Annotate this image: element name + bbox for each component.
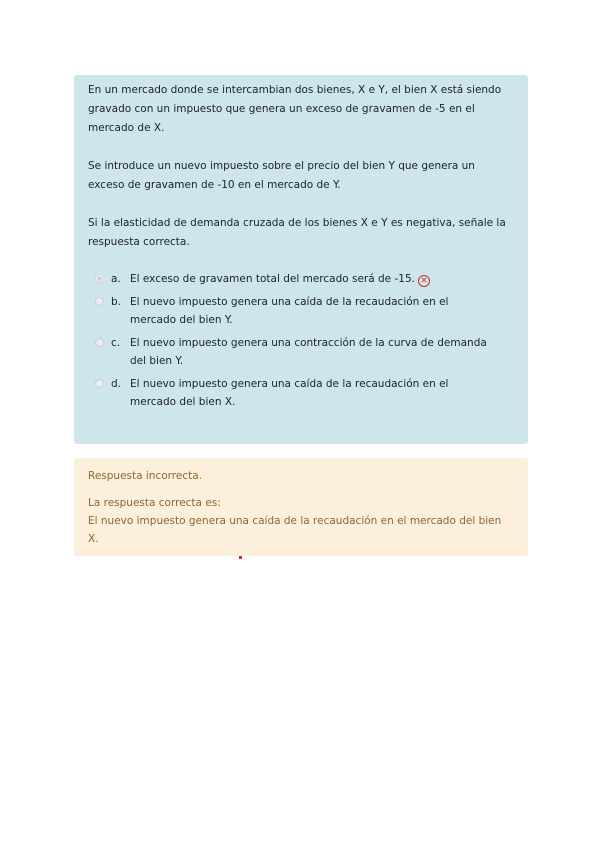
option-a-text: El exceso de gravamen total del mercado será de -15. — [130, 273, 415, 285]
question-text-box — [74, 75, 528, 444]
option-c-letter: c. — [111, 337, 121, 349]
option-c-radio[interactable] — [95, 338, 104, 347]
answer-options — [88, 270, 514, 411]
red-dot-marker — [239, 556, 242, 559]
option-d-letter: d. — [111, 378, 122, 390]
incorrect-x-icon: ✕ — [418, 275, 430, 287]
option-d[interactable] — [95, 375, 514, 411]
option-b-radio[interactable] — [95, 297, 104, 306]
option-b-text: El nuevo impuesto genera una caída de la recaudación en el mercado del bien Y. — [130, 296, 449, 326]
question-paragraph-3: Si la elasticidad de demanda cruzada de los bienes X e Y es negativa, señale la respuesta correcta. — [88, 217, 506, 248]
option-b-letter: b. — [111, 296, 122, 308]
option-a-label — [130, 270, 490, 288]
feedback-box — [74, 458, 528, 556]
feedback-status: Respuesta incorrecta. — [88, 470, 203, 482]
question-paragraph-1: En un mercado donde se intercambian dos bienes, X e Y, el bien X está siendo gravado con un impuesto que genera un exceso de gravamen de -5 en el mercado de X. — [88, 84, 502, 134]
option-d-text: El nuevo impuesto genera una caída de la recaudación en el mercado del bien X. — [130, 378, 449, 408]
option-c[interactable] — [95, 334, 514, 370]
option-b[interactable] — [95, 293, 514, 329]
option-a[interactable] — [95, 270, 514, 288]
option-a-radio[interactable] — [95, 274, 104, 283]
correct-answer-text: El nuevo impuesto genera una caída de la recaudación en el mercado del bien X. — [88, 515, 502, 545]
option-c-text: El nuevo impuesto genera una contracción de la curva de demanda del bien Y. — [130, 337, 487, 367]
option-d-radio[interactable] — [95, 379, 104, 388]
option-a-letter: a. — [111, 273, 121, 285]
question-paragraph-2: Se introduce un nuevo impuesto sobre el precio del bien Y que genera un exceso de gravamen de -10 en el mercado de Y. — [88, 160, 475, 191]
correct-answer-label: La respuesta correcta es: — [88, 497, 221, 509]
